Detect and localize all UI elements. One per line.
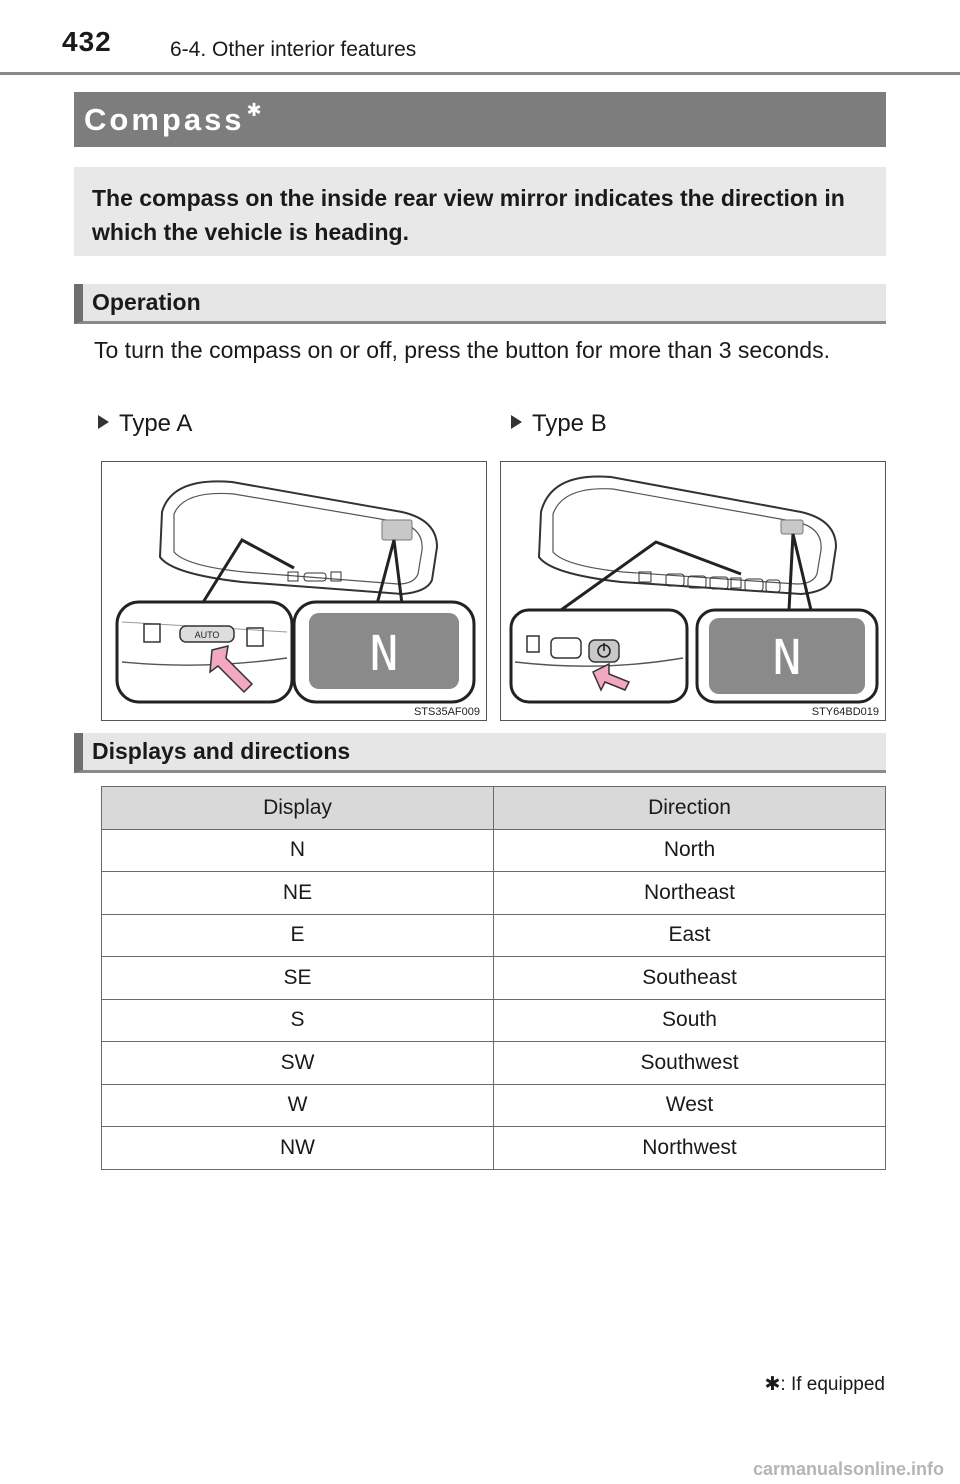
table-row bbox=[102, 1127, 886, 1170]
column-header-direction: Direction bbox=[494, 787, 886, 830]
mirror-type-b-illustration bbox=[501, 462, 885, 720]
table-header-row bbox=[102, 787, 886, 830]
type-a-label bbox=[98, 410, 192, 438]
table-row bbox=[102, 914, 886, 957]
direction-cell: Southeast bbox=[494, 957, 886, 1000]
display-cell: SE bbox=[102, 957, 494, 1000]
page-title: Compass bbox=[84, 102, 245, 137]
direction-cell: North bbox=[494, 829, 886, 872]
display-cell: W bbox=[102, 1084, 494, 1127]
equipped-marker: ✱ bbox=[246, 100, 262, 120]
figure-code: STS35AF009 bbox=[413, 706, 480, 718]
column-header-display: Display bbox=[102, 787, 494, 830]
direction-cell: Northwest bbox=[494, 1127, 886, 1170]
table-row bbox=[102, 872, 886, 915]
type-b-label bbox=[511, 410, 607, 438]
operation-text: To turn the compass on or off, press the button for more than 3 seconds. bbox=[94, 337, 830, 363]
display-cell: NW bbox=[102, 1127, 494, 1170]
intro-box: The compass on the inside rear view mirror indicates the direction in which the vehicle is heading. bbox=[74, 167, 886, 256]
table-row bbox=[102, 999, 886, 1042]
display-cell: E bbox=[102, 914, 494, 957]
section-path: 6-4. Other interior features bbox=[170, 38, 417, 61]
direction-cell: South bbox=[494, 999, 886, 1042]
mirror-type-a-illustration bbox=[102, 462, 486, 720]
direction-cell: Southwest bbox=[494, 1042, 886, 1085]
directions-table bbox=[101, 786, 886, 1170]
display-cell: NE bbox=[102, 872, 494, 915]
display-cell: SW bbox=[102, 1042, 494, 1085]
table-row bbox=[102, 1042, 886, 1085]
operation-heading: Operation bbox=[74, 284, 886, 324]
display-cell: N bbox=[102, 829, 494, 872]
auto-button-label: AUTO bbox=[194, 630, 220, 640]
table-row bbox=[102, 1084, 886, 1127]
arrow-right-icon bbox=[98, 415, 109, 429]
compass-display-a: N bbox=[369, 626, 399, 682]
compass-display-b: N bbox=[772, 630, 802, 686]
direction-cell: West bbox=[494, 1084, 886, 1127]
header-rule bbox=[0, 72, 960, 75]
footnote: ✱: If equipped bbox=[764, 1374, 885, 1395]
displays-heading: Displays and directions bbox=[74, 733, 886, 773]
direction-cell: Northeast bbox=[494, 872, 886, 915]
direction-cell: East bbox=[494, 914, 886, 957]
display-cell: S bbox=[102, 999, 494, 1042]
type-b-label-text: Type B bbox=[532, 410, 607, 437]
table-row bbox=[102, 829, 886, 872]
table-row bbox=[102, 957, 886, 1000]
figure-type-a bbox=[101, 461, 487, 721]
type-a-label-text: Type A bbox=[119, 410, 193, 437]
figure-type-b bbox=[500, 461, 886, 721]
page-number: 432 bbox=[62, 26, 112, 57]
figure-code: STY64BD019 bbox=[811, 706, 879, 718]
watermark: carmanualsonline.info bbox=[752, 1459, 944, 1479]
arrow-right-icon bbox=[511, 415, 522, 429]
page-title-bar bbox=[74, 92, 886, 147]
